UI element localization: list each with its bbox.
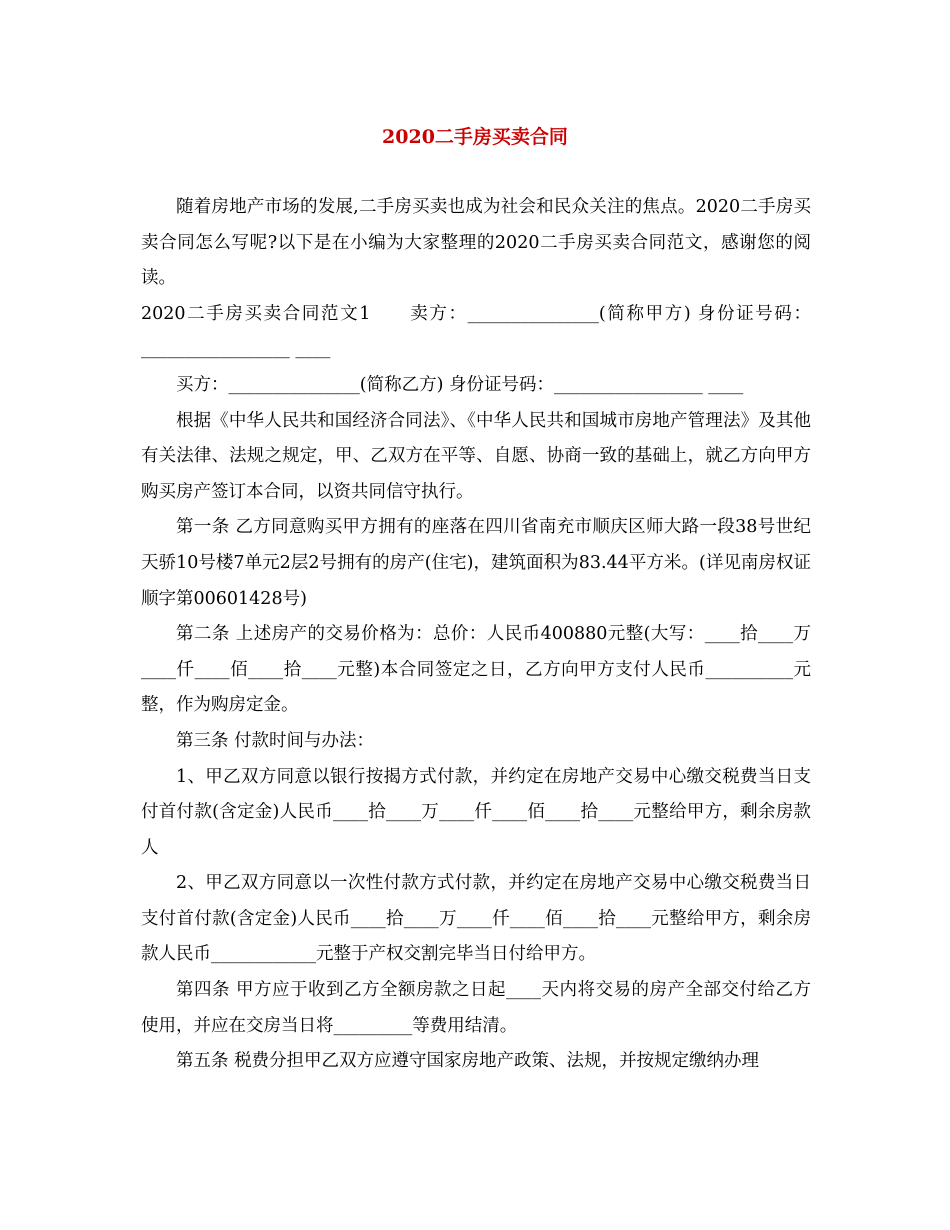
document-body [141,190,811,1080]
paragraph-intro: 随着房地产市场的发展,二手房买卖也成为社会和民众关注的焦点。2020二手房买卖合同怎么写呢?以下是在小编为大家整理的2020二手房买卖合同范文，感谢您的阅读。 [141,197,811,289]
paragraph-basis: 根据《中华人民共和国经济合同法》、《中华人民共和国城市房地产管理法》及其他有关法律、法规之规定，甲、乙双方在平等、自愿、协商一致的基础上，就乙方向甲方购买房产签订本合同，以资共同信守执行。 [141,410,811,502]
paragraph-payment-2: 2、甲乙双方同意以一次性付款方式付款，并约定在房地产交易中心缴交税费当日支付首付款(含定金)人民币____拾____万____仟____佰____拾____元整给甲方，剩余房款人民币____________元整于产权交割完毕当日付给甲方。 [141,873,811,965]
paragraph-article-1: 第一条 乙方同意购买甲方拥有的座落在四川省南充市顺庆区师大路一段38号世纪天骄10号楼7单元2层2号拥有的房产(住宅)，建筑面积为83.44平方米。(详见南房权证顺字第00601428号) [141,517,811,609]
paragraph-article-4: 第四条 甲方应于收到乙方全额房款之日起____天内将交易的房产全部交付给乙方使用，并应在交房当日将_________等费用结清。 [141,980,811,1036]
document-title: 2020二手房买卖合同 [382,126,568,148]
paragraph-article-5: 第五条 税费分担甲乙双方应遵守国家房地产政策、法规，并按规定缴纳办理 [176,1051,760,1072]
paragraph-buyer: 买方：_______________(简称乙方) 身份证号码：_________________ ____ [176,374,744,395]
paragraph-article-2: 第二条 上述房产的交易价格为：总价：人民币400880元整(大写：____拾____万____仟____佰____拾____元整)本合同签定之日，乙方向甲方支付人民币__________元整，作为购房定金。 [141,624,811,716]
paragraph-payment-1: 1、甲乙双方同意以银行按揭方式付款，并约定在房地产交易中心缴交税费当日支付首付款(含定金)人民币____拾____万____仟____佰____拾____元整给甲方，剩余房款人 [141,766,811,858]
paragraph-seller: 2020二手房买卖合同范文1 卖方：_______________(简称甲方) 身份证号码：_________________ ____ [141,303,811,360]
paragraph-article-3: 第三条 付款时间与办法： [176,730,375,751]
